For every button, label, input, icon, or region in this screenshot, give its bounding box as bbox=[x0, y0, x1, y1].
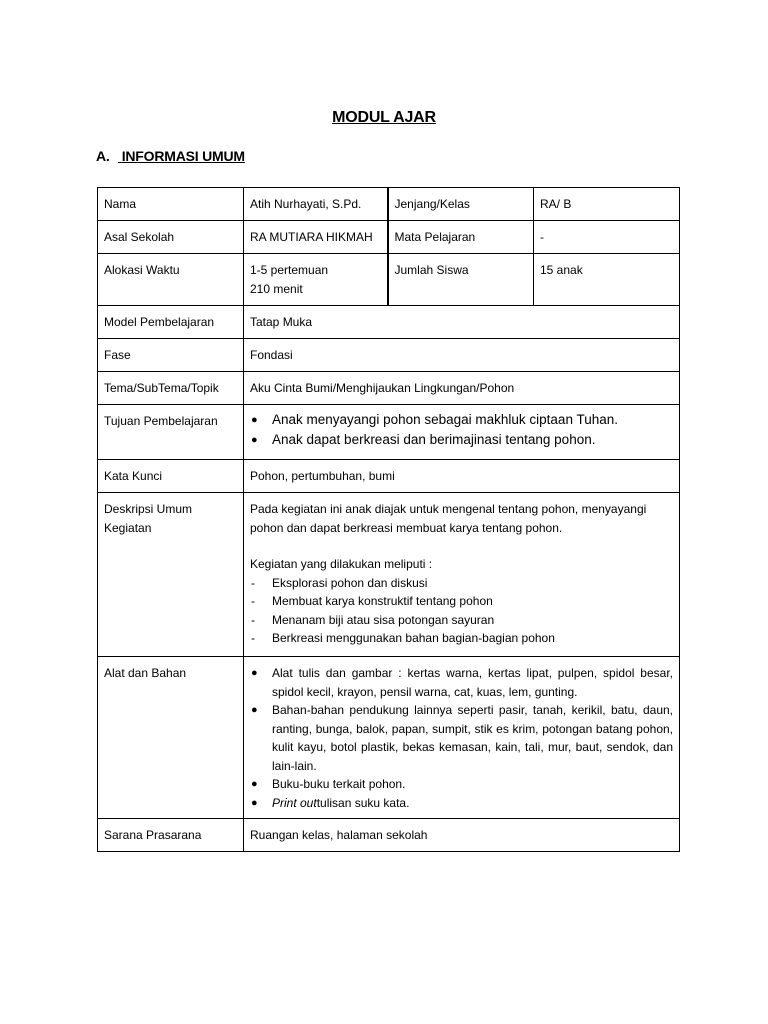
cell-label-mapel: Mata Pelajaran bbox=[388, 221, 534, 254]
cell-value-jenjang: RA/ B bbox=[534, 188, 680, 221]
row-fase bbox=[98, 339, 680, 372]
cell-label-jumlah: Jumlah Siswa bbox=[388, 254, 534, 306]
cell-value-sarana: Ruangan kelas, halaman sekolah bbox=[244, 819, 680, 852]
section-label: INFORMASI UMUM bbox=[121, 148, 245, 164]
tujuan-list bbox=[250, 410, 673, 450]
cell-value-deskripsi bbox=[244, 493, 680, 657]
cell-label-sarana: Sarana Prasarana bbox=[98, 819, 244, 852]
cell-label-nama: Nama bbox=[98, 188, 244, 221]
cell-value-model: Tatap Muka bbox=[244, 306, 680, 339]
cell-label-asal: Asal Sekolah bbox=[98, 221, 244, 254]
row-model bbox=[98, 306, 680, 339]
row-alokasi bbox=[98, 254, 680, 306]
cell-value-alokasi bbox=[244, 254, 388, 306]
cell-label-fase: Fase bbox=[98, 339, 244, 372]
deskripsi-paragraph: Pada kegiatan ini anak diajak untuk mengenal tentang pohon, menyayangi pohon dan dapat berkreasi membuat karya tentang pohon. bbox=[250, 502, 647, 535]
row-alat-bahan bbox=[98, 657, 680, 819]
list-item bbox=[250, 794, 673, 813]
cell-label-deskripsi: Deskripsi Umum Kegiatan bbox=[98, 493, 244, 657]
suku-kata-text: tulisan suku kata. bbox=[316, 795, 410, 810]
list-item: - Berkreasi menggunakan bahan bagian-bagian pohon bbox=[250, 629, 673, 648]
cell-value-asal: RA MUTIARA HIKMAH bbox=[244, 221, 388, 254]
cell-value-tujuan bbox=[244, 405, 680, 460]
alokasi-line-2: 210 menit bbox=[250, 281, 303, 296]
alokasi-line-1: 1-5 pertemuan bbox=[250, 263, 329, 277]
cell-value-kata-kunci: Pohon, pertumbuhan, bumi bbox=[244, 460, 680, 493]
cell-label-model: Model Pembelajaran bbox=[98, 306, 244, 339]
row-kata-kunci bbox=[98, 460, 680, 493]
cell-label-alat: Alat dan Bahan bbox=[98, 657, 244, 819]
document-title: MODUL AJAR bbox=[332, 109, 436, 126]
row-sarana bbox=[98, 819, 680, 852]
cell-value-nama: Atih Nurhayati, S.Pd. bbox=[244, 188, 388, 221]
cell-label-tema: Tema/SubTema/Topik bbox=[98, 372, 244, 405]
cell-value-fase: Fondasi bbox=[244, 339, 680, 372]
row-tujuan bbox=[98, 405, 680, 460]
section-number: A. bbox=[96, 148, 110, 164]
cell-value-alat bbox=[244, 657, 680, 819]
cell-value-tema: Aku Cinta Bumi/Menghijaukan Lingkungan/Pohon bbox=[244, 372, 680, 405]
cell-value-jumlah: 15 anak bbox=[534, 254, 680, 306]
list-item: ● Buku-buku terkait pohon. bbox=[250, 775, 673, 794]
cell-label-kata-kunci: Kata Kunci bbox=[98, 460, 244, 493]
section-heading bbox=[96, 148, 245, 164]
row-nama bbox=[98, 188, 680, 221]
list-item: - Menanam biji atau sisa potongan sayuran bbox=[250, 611, 673, 630]
list-item: - Membuat karya konstruktif tentang pohon bbox=[250, 592, 673, 611]
list-item: ● Anak dapat berkreasi dan berimajinasi tentang pohon. bbox=[250, 430, 673, 450]
list-item: - Eksplorasi pohon dan diskusi bbox=[250, 574, 673, 593]
row-asal-sekolah bbox=[98, 221, 680, 254]
list-item: ● Bahan-bahan pendukung lainnya seperti pasir, tanah, kerikil, batu, daun, ranting, bunga, balok, papan, sumpit, stik es krim, potongan batang pohon, kulit kayu, botol plastik, bekas kemasan, kain, tali, mur, baut, sendok, dan lain-lain. bbox=[250, 701, 673, 775]
row-deskripsi bbox=[98, 493, 680, 657]
list-item: ● Anak menyayangi pohon sebagai makhluk ciptaan Tuhan. bbox=[250, 410, 673, 430]
kegiatan-list bbox=[250, 574, 673, 648]
cell-label-alokasi: Alokasi Waktu bbox=[98, 254, 244, 306]
cell-label-jenjang: Jenjang/Kelas bbox=[388, 188, 534, 221]
cell-label-tujuan: Tujuan Pembelajaran bbox=[98, 405, 244, 460]
list-item: ● Alat tulis dan gambar : kertas warna, kertas lipat, pulpen, spidol besar, spidol kecil, krayon, pensil warna, cat, kuas, lem, gunting. bbox=[250, 664, 673, 701]
cell-value-mapel: - bbox=[534, 221, 680, 254]
deskripsi-intro: Kegiatan yang dilakukan meliputi : bbox=[250, 557, 433, 571]
row-tema bbox=[98, 372, 680, 405]
print-out-text: Print out bbox=[272, 795, 317, 810]
alat-list bbox=[250, 664, 673, 812]
info-table bbox=[97, 187, 680, 852]
